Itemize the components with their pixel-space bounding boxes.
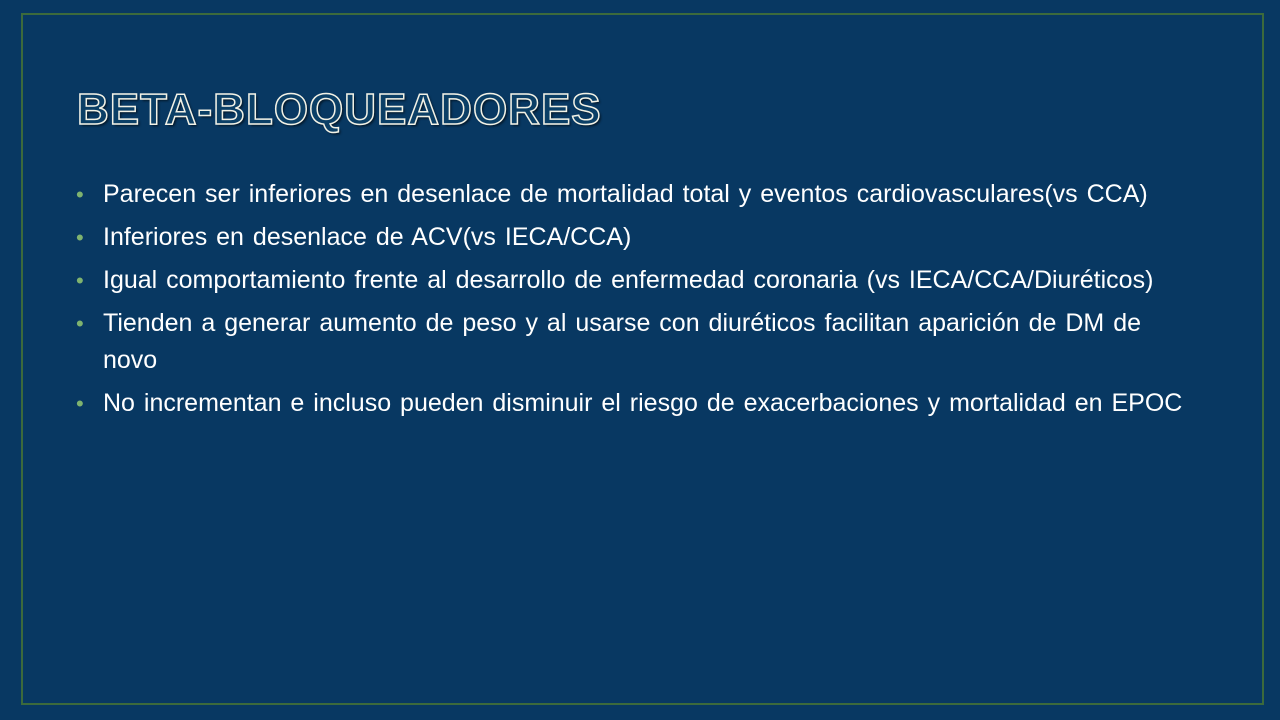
bullet-item [76, 219, 1186, 256]
bullet-icon: • [76, 225, 84, 250]
bullet-item [76, 305, 1186, 379]
bullet-text: Parecen ser inferiores en desenlace de mortalidad total y eventos cardiovasculares(vs CCA) [103, 180, 1148, 208]
bullet-text: Tienden a generar aumento de peso y al usarse con diuréticos facilitan aparición de DM de novo [103, 309, 1141, 374]
bullet-text: No incrementan e incluso pueden disminuir el riesgo de exacerbaciones y mortalidad en EPOC [103, 389, 1183, 417]
bullet-item [76, 176, 1186, 213]
bullet-item [76, 385, 1186, 422]
slide-title: BETA-BLOQUEADORES [77, 85, 602, 134]
bullet-text: Igual comportamiento frente al desarrollo de enfermedad coronaria (vs IECA/CCA/Diuréticos) [103, 266, 1154, 294]
bullet-icon: • [76, 311, 84, 336]
bullet-item [76, 262, 1186, 299]
bullet-list [76, 176, 1186, 428]
bullet-icon: • [76, 182, 84, 207]
bullet-text: Inferiores en desenlace de ACV(vs IECA/CCA) [103, 223, 632, 251]
bullet-icon: • [76, 268, 84, 293]
bullet-icon: • [76, 391, 84, 416]
